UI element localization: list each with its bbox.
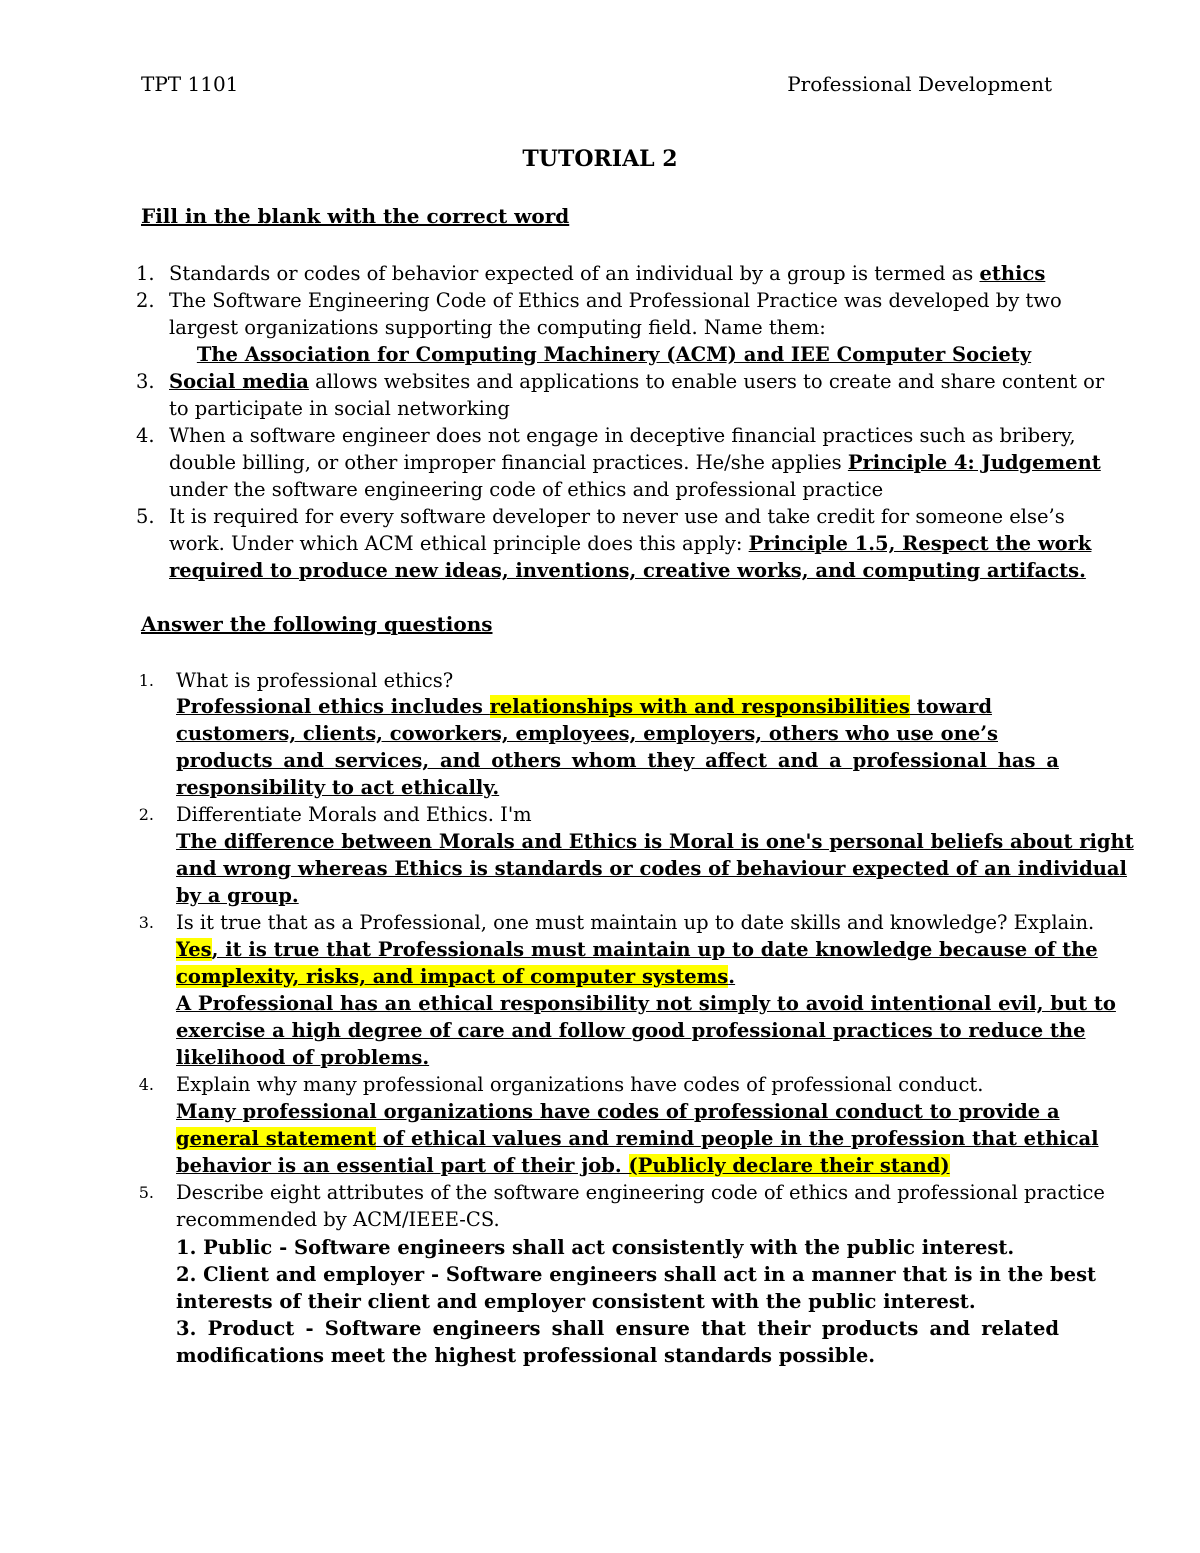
highlighted-text: general statement (176, 1127, 376, 1150)
highlighted-text: complexity, risks, and impact of computer systems (176, 965, 729, 988)
header-course-title: Professional Development (787, 72, 1052, 96)
section-heading-fill-blank: Fill in the blank with the correct word (141, 204, 570, 228)
answer-text: Principle 4: Judgement (847, 451, 1101, 474)
highlighted-text: (Publicly declare their stand) (628, 1154, 950, 1177)
section-heading-answer-questions: Answer the following questions (141, 612, 493, 636)
answer-text: ethics (979, 262, 1046, 285)
page-title: TUTORIAL 2 (522, 146, 678, 172)
answer-text: required to produce new ideas, inventions, creative works, and computing artifacts. (169, 559, 1086, 582)
answer-text: The Association for Computing Machinery (ACM) and IEE Computer Society (196, 343, 1032, 366)
answer-text: Social media (169, 370, 309, 393)
highlighted-text: relationships with and responsibilities (489, 695, 910, 718)
header-course-code: TPT 1101 (141, 72, 239, 96)
answer-text: Principle 1.5, Respect the work (748, 532, 1092, 555)
highlighted-text: Yes (176, 938, 212, 961)
